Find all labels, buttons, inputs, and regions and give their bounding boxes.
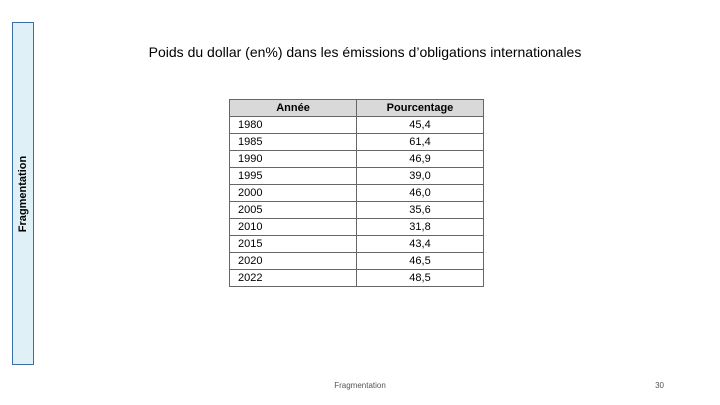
percentage-cell: 43,4 — [357, 236, 484, 253]
year-cell: 2015 — [230, 236, 357, 253]
table-row — [230, 202, 484, 219]
percentage-cell: 61,4 — [357, 134, 484, 151]
table-row — [230, 270, 484, 287]
year-cell: 1990 — [230, 151, 357, 168]
percentage-cell: 48,5 — [357, 270, 484, 287]
table-row — [230, 151, 484, 168]
table-header-row — [230, 100, 484, 117]
year-cell: 1995 — [230, 168, 357, 185]
table-row — [230, 236, 484, 253]
table-row — [230, 185, 484, 202]
page-number: 30 — [655, 381, 664, 390]
percentage-cell: 35,6 — [357, 202, 484, 219]
sidebar-panel — [12, 22, 34, 365]
column-header-percentage: Pourcentage — [357, 100, 484, 117]
year-cell: 2005 — [230, 202, 357, 219]
column-header-year: Année — [230, 100, 357, 117]
year-cell: 2022 — [230, 270, 357, 287]
slide-title: Poids du dollar (en%) dans les émissions d’obligations internationales — [148, 44, 582, 60]
year-cell: 1985 — [230, 134, 357, 151]
percentage-cell: 46,9 — [357, 151, 484, 168]
year-cell: 2020 — [230, 253, 357, 270]
percentage-cell: 31,8 — [357, 219, 484, 236]
percentage-cell: 39,0 — [357, 168, 484, 185]
sidebar-label: Fragmentation — [17, 155, 29, 232]
year-cell: 2010 — [230, 219, 357, 236]
table-row — [230, 134, 484, 151]
table-row — [230, 168, 484, 185]
year-cell: 1980 — [230, 117, 357, 134]
data-table — [229, 99, 484, 287]
table-row — [230, 219, 484, 236]
year-cell: 2000 — [230, 185, 357, 202]
footer-text: Fragmentation — [334, 381, 386, 390]
table-row — [230, 253, 484, 270]
percentage-cell: 45,4 — [357, 117, 484, 134]
percentage-cell: 46,0 — [357, 185, 484, 202]
table-row — [230, 117, 484, 134]
percentage-cell: 46,5 — [357, 253, 484, 270]
